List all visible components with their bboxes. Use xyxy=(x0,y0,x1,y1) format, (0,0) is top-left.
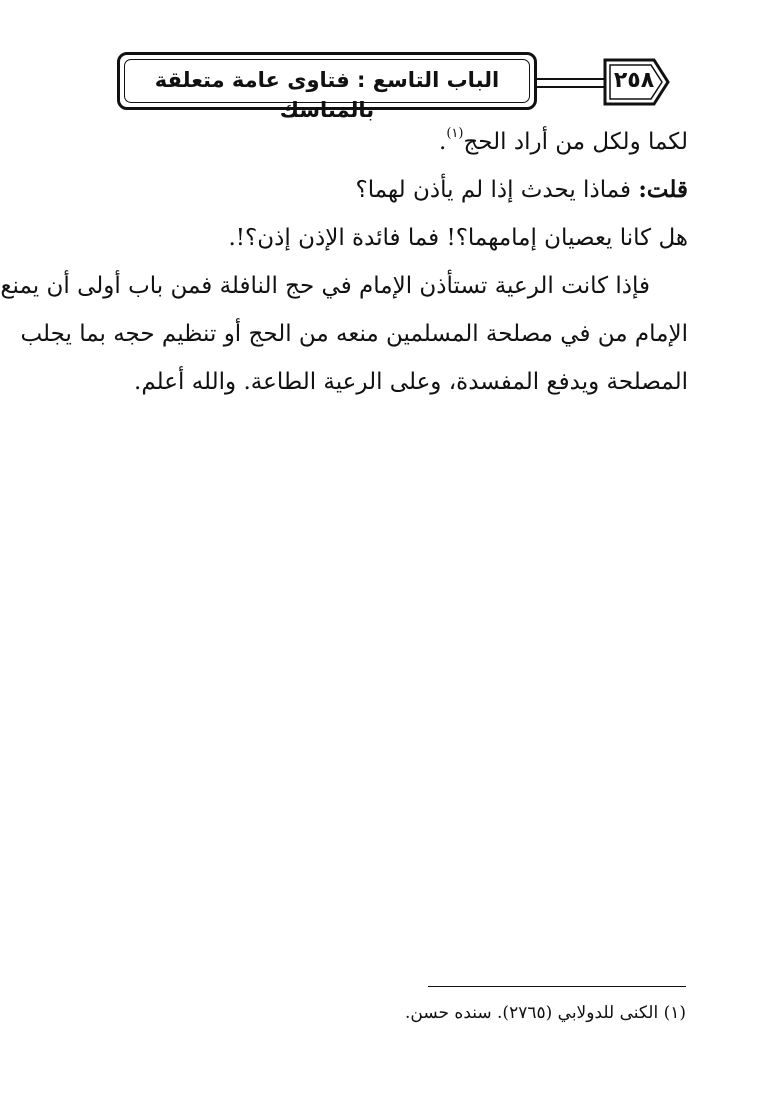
text-segment: فماذا يحدث إذا لم يأذن لهما؟ xyxy=(355,177,639,203)
footnote-separator xyxy=(428,986,686,987)
paragraph-line-2: الإمام من في مصلحة المسلمين منعه من الحج أو تنظيم حجه بما يجلب xyxy=(20,321,688,347)
text-segment: لكما ولكل من أراد الحج xyxy=(463,129,688,155)
paragraph xyxy=(0,262,688,406)
text-segment-trail: . xyxy=(439,129,447,155)
question-label: قلت: xyxy=(638,176,688,203)
page-number: ٢٥٨ xyxy=(613,68,655,93)
footnote-1: (١) الكنى للدولابي (٢٧٦٥). سنده حسن. xyxy=(405,1003,686,1023)
paragraph-line-3: المصلحة ويدفع المفسدة، وعلى الرعية الطاعة. والله أعلم. xyxy=(134,369,688,395)
text-line-3: هل كانا يعصيان إمامهما؟! فما فائدة الإذن إذن؟!. xyxy=(228,225,688,251)
body-text xyxy=(0,118,688,406)
header-connector-line xyxy=(534,78,606,88)
paragraph-line-1: فإذا كانت الرعية تستأذن الإمام في حج النافلة فمن باب أولى أن يمنع xyxy=(0,273,650,299)
text-line-1 xyxy=(66,118,688,166)
footnote-marker: (١) xyxy=(446,126,464,141)
chapter-title: الباب التاسع : فتاوى عامة متعلقة بالمناسك xyxy=(154,68,500,122)
text-line-2 xyxy=(66,166,688,214)
page-number-badge xyxy=(602,57,672,107)
chapter-header-frame xyxy=(117,52,537,122)
